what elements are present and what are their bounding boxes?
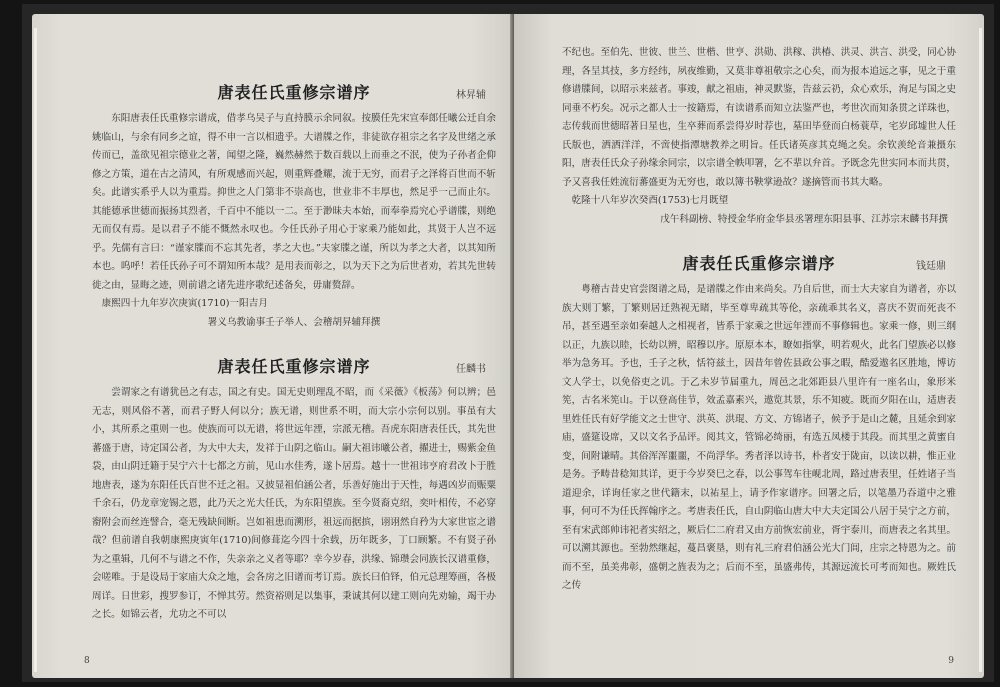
preface1-author: 林昇辅	[456, 90, 486, 101]
preface2-date: 乾隆十八年岁次癸酉(1753)七月既望	[571, 195, 729, 206]
preface3-heading	[562, 251, 956, 275]
preface2-heading	[92, 354, 496, 378]
preface2-title: 唐表任氏重修宗谱序	[217, 357, 371, 376]
preface2-author: 任麟书	[456, 364, 486, 375]
preface1-body: 东阳唐表任氏重修宗谱成，借孝乌吴子与直持膜示余同叙。按膜任先宋宣奉郎任曦公迁自余姚临山，与余有同乡之谊，得不申一言以相遗乎。大谱牒之作，非徒欲存祖宗之名字及世绪之承传而已，盖欲见祖宗德业之著，闻望之隆，巍然赫然于数百载以上而垂之不泯，使为子孙者企仰修之方策，道在古之清风，有所观感而兴起，则重辉叠耀，流于无穷，而君子之泽将百世而不斩矣。此谱实系乎人以为重焉。抑世之人门第非不崇高也，世业非不丰厚也，然足乎一己而止尔。其能德承世德而振扬其烈者，千百中不能以一二。至于渺昧夫本始，而奉拳焉究心乎谱牒，则绝无而仅有焉。是以君子不能不慨然永叹也。今任氏孙子用心于家乘乃能如此，其贤于人岂不远乎。先儒有言曰：“谨家牒而不忘其先者，孝之大也。”夫家牒之谨，所以为孝之大者，以其知所本也。呜呼！若任氏孙子可不谓知所本哉？是用表而彰之，以为天下之为后世者劝，若其先世转徙之由，显晦之迹，则前谱之诸先进序歌纪述备矣，毋庸赘辞。	[92, 113, 496, 291]
preface2-body: 尝谓家之有谱犹邑之有志，国之有史。国无史则理乱不昭，而《采薇》《板荡》何以辨；邑无志，则风俗不著，而君子野人何以分；族无谱，则世系不明，而大宗小宗何以别。事虽有大小，其所系之重则一也。使族而可以无谱，将世远年湮，宗派无稽。吾虎东阳唐表任氏，其先世蕃盛于唐，诗定国公者，为大中大夫，发祥于山阴之临山。嗣大祖讳曦公者，擢进士，赐紫金鱼袋，由山阴迁籍于吴宁六十七都之方前，见山水佳秀，遂卜居焉。越十一世祖讳亨府君改卜于胜地唐表，遂为东阳任氏百世不迁之祖。又披显祖伯涵公者，乐善好施出于天性，每遇凶岁而赈粟千余石，仍龙章宠锡之恩，此乃天之光大任氏，为东阳望族。至今贤裔克绍，奕叶相传，不必穿窬附会而丝连譬合，毫无残缺间断。岂如祖患而溯形，祖远而据摈，诩诩然自矜为大家世宦之谱哉？但前谱自我朝康熙庚寅年(1710)间修葺迄今四十余载，历年既多，丁口顾繁。不有贤子孙为之重辑，几何不与谱之不作，失亲亲之义者等耶？幸今岁春，洪缘、锦瓒会同族长汉谱重修，会嗟唯。于是设局于家庙大众之地，会各房之旧谱而考订焉。族长曰伯铎，伯元总理筹画，各极周详。日世彩，搜罗参订，不惮其劳。然资裕则足以集事，秉诚其何以建工则向先劝输，竭干办之长。如锦云者，尤功之不可以	[92, 387, 496, 620]
preface1-title: 唐表任氏重修宗谱序	[217, 83, 371, 102]
preface1-heading	[92, 80, 496, 104]
preface3-title: 唐表任氏重修宗谱序	[682, 254, 836, 273]
right-page-content	[562, 44, 956, 596]
page-number: 8	[84, 656, 90, 666]
page-edge	[34, 28, 37, 672]
preface1-date: 康熙四十九年岁次庚寅(1710)一阳吉月	[101, 298, 268, 309]
left-page	[32, 14, 518, 678]
preface3-author: 钱廷鼎	[916, 261, 946, 272]
preface2-signature: 戊午科副榜、特授金华府金华县丞署理东阳县事、江苏宗末麟书拜撰	[660, 213, 948, 225]
open-book	[22, 4, 994, 682]
preface3-body: 粤稽古昔史官尝图谱之局，是谱牒之作由来尚矣。乃自后世，而士大夫家自为谱者，亦以族大则丁繁，丁繁则居迁熟视无睹，毕至尊卑疏其等伦，亲疏乖其名义，喜庆不贺而死丧不吊，甚至遇至亲如秦越人之相视者，皆系于家乘之世远年湮而不事修辑也。家乘一修，则三纲以正，九族以睦，长幼以辨，昭穆以序。原原本本，瞭如指掌，明若观火，此名门望族必以修举为急务耳。予也，壬子之秋，恬符兹土，因昔年曾佐县政公事之暇，酷爱遨名区胜地，博访文人学士，以免俗吏之讥。于乙未岁节届重九，周邑之北郊距县八里许有一座名山，象形米筅，古名米筅山。于以登高佳节，效孟嘉素兴，遨览其景，乐不知疲。既而夕阳在山，适唐表里姓任氏有好学能文之士世守、洪英、洪琨、方文、方锦诸子，候予于是山之麓，且延余到家庙，盛筵设席，又以文名予品评。阅其文，管锦必绮丽，有选五凤楼于其段。而其里之黄蜜自变，间附谦晴。其俗浑浑噩噩，不尚浮华。秀者泽以诗书，朴者安于陇亩，以读以耕，惟正业是务。予畴昔稔知其详，更于今岁癸巳之春，以公事驾车往岘北周，路过唐表里，任姓诸子当道迎余，详询任家之世代籍末，以祐星上，请予作家谱序。回署之后，以笔墨乃吞道中之雅事，何可不为任氏挥翰序之。考唐表任氏，自山阴临山唐大中大夫定国公八居于吴宁之方前，至有宋武郎帅讳祀者实绍之，厥后仁二府君又由方前恢宏前业，胥宇泰川，而唐表之名其里。可以溯其源也。至勃然继起，蔓昌褒垦，则有礼三府君伯涵公光大门闾，庄宗之特恩为之。前而不至，虽美弗彰，盛朝之旌表为之；后而不至，虽盛弗传，其源远流长可考而知也。厥姓氏之传	[562, 284, 956, 591]
page-number: 9	[948, 656, 954, 666]
page-edge	[979, 28, 982, 672]
preface2-continuation: 不纪也。至伯先、世彼、世兰、世楷、世亨、洪勋、洪稼、洪椿、洪灵、洪言、洪受，同心协理，各呈其技，多方经纬，夙夜维勤，又莫非尊祖敬宗之心矣，而为报本追远之事，见之于重修谱牒间，以昭示来兹者。事竣，献之祖庙，神灵默鉴，告兹云礽，众心欢乐，洵足与国之史同垂不朽矣。况示之都人士一按籍焉，有读谱系而知立法鉴严也，考世次而知条贯之详珠也，志传载而世德昭著日星也，生卒葬而系尝得岁时荐也，墓田毕登而白杨蓑草，宅岁邱墟世人任氏版也，洒洒洋洋，不啻使指潭塘教养之明旨。任氏诸英彦其克绳之矣。余钦羡纶音兼摄东阳，唐表任氏众子孙缘余同宗，以宗谱全帙叩署，乞不辈以弁首。予既念先世实同本而共贯，予又喜我任姓流衍蕃盛更为无穷也，敢以簿书鞅掌逊故？遂摘管而书其大略。	[562, 47, 956, 188]
left-page-content	[92, 70, 496, 625]
preface1-signature: 署义乌教谕事壬子举人、会稽胡昇辅拜撰	[207, 316, 381, 328]
right-page	[514, 14, 984, 678]
